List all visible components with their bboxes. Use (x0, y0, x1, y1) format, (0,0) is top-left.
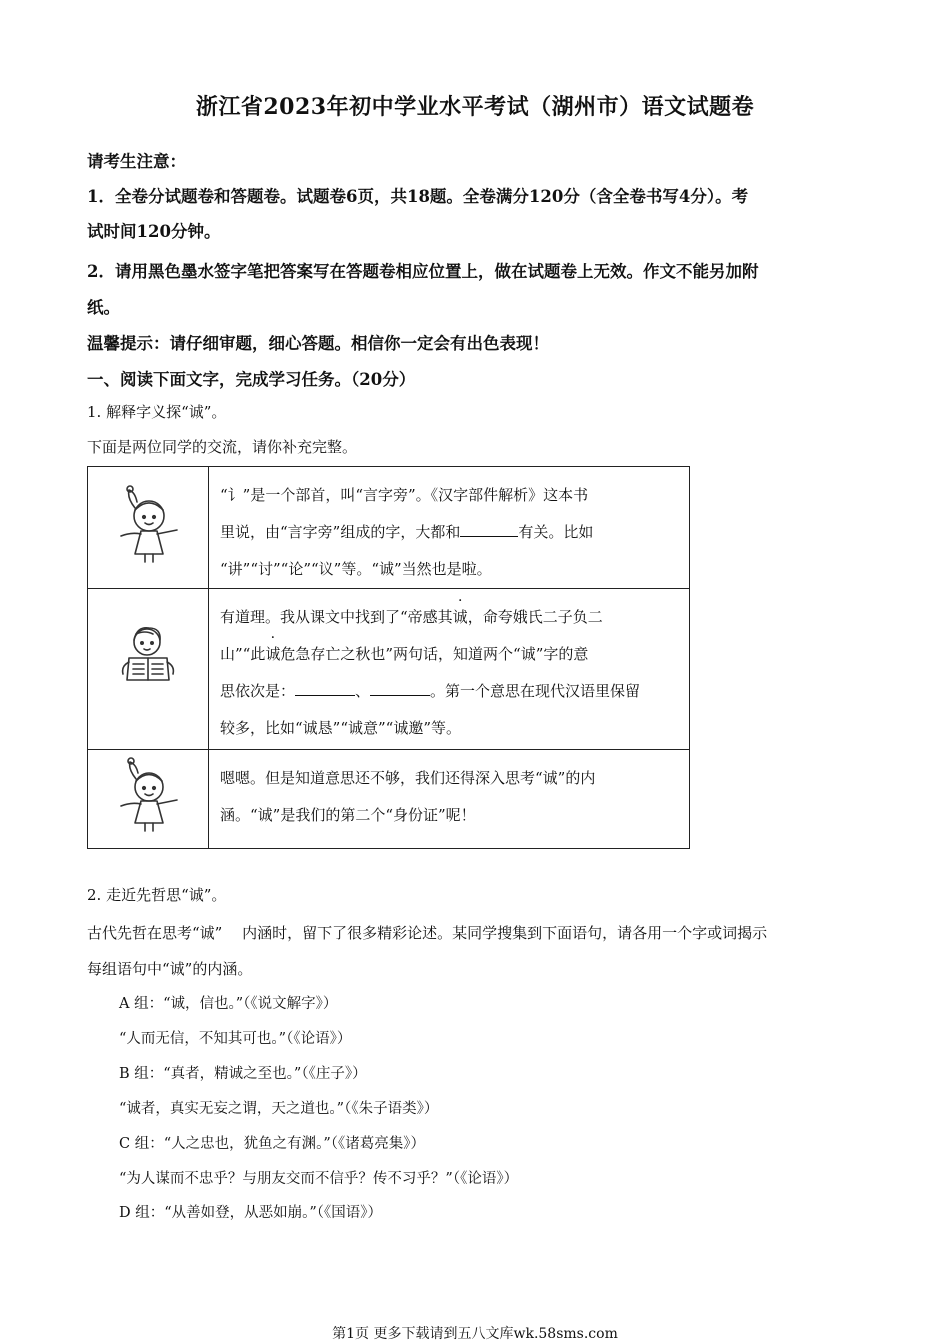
dialog-row-3 (88, 750, 690, 849)
dialog-2-line-2a: 山”“此 (220, 645, 266, 663)
group-c-line-2: “为人谋而不忠乎？与朋友交而不信乎？传不习乎？”（《论语》） (119, 1171, 519, 1187)
dialog-2-line-2b: 危急存亡之秋也”两句话，知道两个“诚”字的意 (280, 645, 589, 663)
dialog-speaker-cell (88, 589, 209, 750)
dialog-2-line-4: 较多，比如“诚恳”“诚意”“诚邀”等。 (220, 719, 462, 737)
dialog-table (87, 466, 690, 849)
group-a-line-1: A 组：“诚，信也。”（《说文解字》） (119, 996, 338, 1012)
notice-item-1-line-2: 试时间120分钟。 (87, 222, 221, 241)
notice-item-1-line-1: 1．全卷分试题卷和答题卷。试题卷6页，共18题。全卷满分120分（含全卷书写4分）。考 (87, 187, 749, 206)
dialog-speaker-cell (88, 750, 209, 849)
dialog-text-cell-2 (209, 589, 690, 750)
dialog-1-line-2b: 有关。比如 (518, 523, 594, 541)
section-1-heading: 一、阅读下面文字，完成学习任务。（20分） (87, 370, 416, 389)
notice-heading: 请考生注意： (87, 152, 186, 171)
emphasis-char-cheng-1: 诚 (452, 608, 468, 626)
boy-reading-icon (89, 590, 207, 748)
dialog-3-line-1: 嗯嗯。但是知道意思还不够，我们还得深入思考“诚”的内 (220, 769, 596, 787)
dialog-3-line-2: 涵。“诚”是我们的第二个“身份证”呢！ (220, 806, 476, 824)
dialog-text-cell-1 (209, 467, 690, 589)
emphasis-char-cheng-2: 诚 (265, 645, 281, 663)
dialog-2-line-1a: 有道理。我从课文中找到了“帝感其 (220, 608, 453, 626)
girl-avatar-icon (89, 468, 207, 586)
page-title: 浙江省2023年初中学业水平考试（湖州市）语文试题卷 (195, 94, 755, 120)
question-2-title: 2. 走近先哲思“诚”。 (87, 886, 227, 904)
question-1-intro: 下面是两位同学的交流，请你补充完整。 (87, 438, 358, 456)
question-2-intro-line-1: 古代先哲在思考“诚” 内涵时，留下了很多精彩论述。某同学搜集到下面语句，请各用一个字或词揭示 (87, 924, 768, 942)
group-d-line-1: D 组：“从善如登，从恶如崩。”（《国语》） (119, 1205, 383, 1221)
notice-tip: 温馨提示：请仔细审题，细心答题。相信你一定会有出色表现！ (87, 334, 549, 353)
answer-blank-1[interactable] (460, 522, 518, 537)
dialog-row-1 (88, 467, 690, 589)
group-c-line-1: C 组：“人之忠也，犹鱼之有渊。”（《诸葛亮集》） (119, 1136, 426, 1152)
dialog-2-line-1b: ，命夸娥氏二子负二 (467, 608, 603, 626)
dialog-2-separator: 、 (355, 682, 371, 700)
dialog-1-line-2a: 里说，由“言字旁”组成的字，大都和 (220, 523, 461, 541)
dialog-2-line-3 (220, 673, 679, 710)
group-b-line-2: “诚者，真实无妄之谓，天之道也。”（《朱子语类》） (119, 1101, 439, 1117)
notice-item-2-line-1: 2．请用黑色墨水签字笔把答案写在答题卷相应位置上，做在试题卷上无效。作文不能另加附 (87, 262, 759, 281)
dialog-2-line-3a: 思依次是： (220, 682, 296, 700)
dialog-text-cell-3 (209, 750, 690, 849)
dialog-speaker-cell (88, 467, 209, 589)
girl-avatar-icon (89, 751, 207, 847)
answer-blank-2[interactable] (295, 681, 355, 696)
page-footer: 第1页 更多下载请到五八文库wk.58sms.com (332, 1326, 618, 1342)
group-a-line-2: “人而无信，不知其可也。”（《论语》） (119, 1031, 352, 1047)
question-2-intro-line-2: 每组语句中“诚”的内涵。 (87, 960, 253, 978)
question-1-title: 1. 解释字义探“诚”。 (87, 403, 227, 421)
dialog-2-line-3b: 。第一个意思在现代汉语里保留 (430, 682, 641, 700)
answer-blank-3[interactable] (370, 681, 430, 696)
dialog-row-2 (88, 589, 690, 750)
group-b-line-1: B 组：“真者，精诚之至也。”（《庄子》） (119, 1066, 367, 1082)
dialog-1-line-1: “讠”是一个部首，叫“言字旁”。《汉字部件解析》这本书 (220, 486, 589, 504)
dialog-2-line-2 (220, 636, 679, 673)
dialog-1-line-3: “讲”“讨”“论”“议”等。“诚”当然也是啦。 (220, 560, 492, 578)
notice-item-2-line-2: 纸。 (87, 298, 120, 317)
dialog-2-line-1 (220, 599, 679, 636)
dialog-1-line-2 (220, 514, 679, 551)
